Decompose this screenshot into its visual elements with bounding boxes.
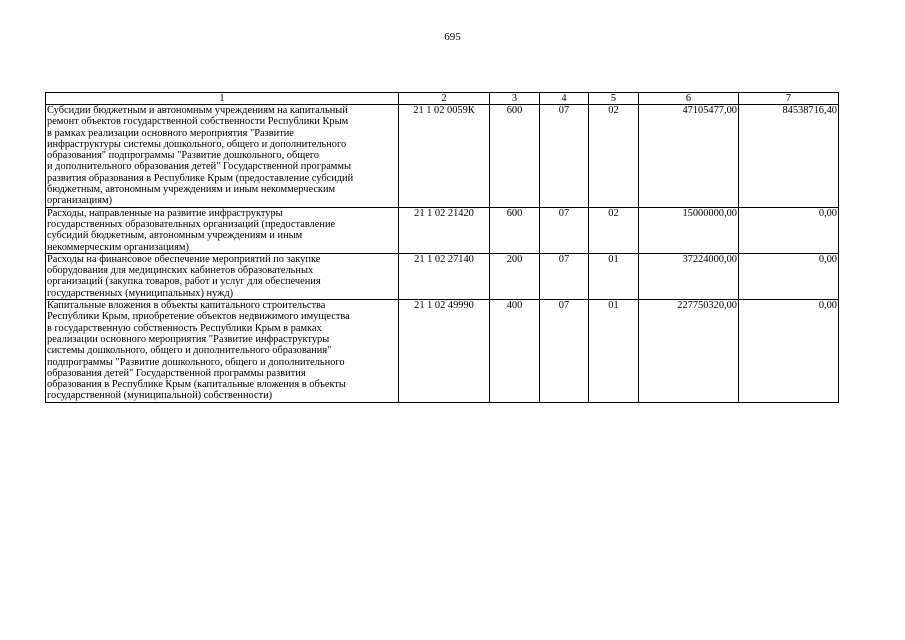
amount-column-6: 47105477,00 <box>639 105 739 208</box>
amount-column-7: 84538716,40 <box>739 105 839 208</box>
column-header: 2 <box>399 93 490 105</box>
table-row <box>46 300 839 403</box>
table-row <box>46 253 839 299</box>
description-line: образования детей" Государственной программы развития <box>47 367 306 379</box>
row-description <box>46 253 399 299</box>
description-line: государственной (муниципальной) собственности) <box>47 390 273 402</box>
expense-type-code: 400 <box>490 300 540 403</box>
description-line: оборудования для медицинских кабинетов образовательных <box>47 265 314 277</box>
expense-type-code: 600 <box>490 207 540 253</box>
column-header: 3 <box>490 93 540 105</box>
description-line: системы дошкольного, общего и дополнительного образования" <box>47 345 332 357</box>
description-line: в рамках реализации основного мероприятия "Развитие <box>47 127 294 139</box>
description-line: развития образования в Республике Крым (предоставление субсидий <box>47 172 354 184</box>
description-line: ремонт объектов государственной собственности Республики Крым <box>47 116 349 128</box>
description-line: подпрограммы "Развитие дошкольного, общего и дополнительного <box>47 356 345 368</box>
classification-code: 21 1 02 21420 <box>399 207 490 253</box>
column-header: 7 <box>739 93 839 105</box>
description-line: государственных (муниципальных) нужд) <box>47 287 234 299</box>
description-line: Республики Крым, приобретение объектов недвижимого имущества <box>47 311 350 323</box>
subsection-code: 01 <box>589 300 639 403</box>
column-header: 4 <box>540 93 589 105</box>
amount-column-7: 0,00 <box>739 253 839 299</box>
description-line: Субсидии бюджетным и автономным учреждениям на капитальный <box>47 105 348 116</box>
classification-code: 21 1 02 49990 <box>399 300 490 403</box>
subsection-code: 01 <box>589 253 639 299</box>
page-number: 695 <box>444 31 461 43</box>
description-line: и дополнительного образования детей" Государственной программы <box>47 161 351 173</box>
budget-table <box>45 92 839 403</box>
classification-code: 21 1 02 27140 <box>399 253 490 299</box>
description-line: Капитальные вложения в объекты капитального строительства <box>47 300 326 312</box>
description-line: государственных образовательных организаций (предоставление <box>47 218 336 230</box>
subsection-code: 02 <box>589 105 639 208</box>
section-code: 07 <box>540 207 589 253</box>
amount-column-7: 0,00 <box>739 207 839 253</box>
description-line: организаций (закупка товаров, работ и услуг для обеспечения <box>47 276 321 288</box>
table-row <box>46 207 839 253</box>
expense-type-code: 600 <box>490 105 540 208</box>
row-description <box>46 105 399 208</box>
amount-column-7: 0,00 <box>739 300 839 403</box>
description-line: реализации основного мероприятия "Развитие инфраструктуры <box>47 333 330 345</box>
description-line: Расходы на финансовое обеспечение мероприятий по закупке <box>47 253 321 265</box>
description-line: субсидий бюджетным, автономным учреждениям и иным <box>47 230 303 242</box>
amount-column-6: 37224000,00 <box>639 253 739 299</box>
section-code: 07 <box>540 105 589 208</box>
column-header: 1 <box>46 93 399 105</box>
description-line: организациям) <box>47 195 113 207</box>
description-line: образования в Республике Крым (капитальные вложения в объекты <box>47 379 346 391</box>
amount-column-6: 15000000,00 <box>639 207 739 253</box>
subsection-code: 02 <box>589 207 639 253</box>
column-header: 6 <box>639 93 739 105</box>
description-line: образования" подпрограммы "Развитие дошкольного, общего <box>47 150 320 162</box>
row-description <box>46 207 399 253</box>
section-code: 07 <box>540 253 589 299</box>
expense-type-code: 200 <box>490 253 540 299</box>
table-row <box>46 105 839 208</box>
description-line: некоммерческим организациям) <box>47 241 189 253</box>
description-line: бюджетным, автономным учреждениям и иным некоммерческим <box>47 184 336 196</box>
section-code: 07 <box>540 300 589 403</box>
description-line: Расходы, направленные на развитие инфраструктуры <box>47 207 283 219</box>
classification-code: 21 1 02 0059К <box>399 105 490 208</box>
amount-column-6: 227750320,00 <box>639 300 739 403</box>
description-line: инфраструктуры системы дошкольного, общего и дополнительного <box>47 138 347 150</box>
description-line: в государственную собственность Республики Крым в рамках <box>47 322 322 334</box>
row-description <box>46 300 399 403</box>
column-header: 5 <box>589 93 639 105</box>
header-row <box>46 93 839 105</box>
